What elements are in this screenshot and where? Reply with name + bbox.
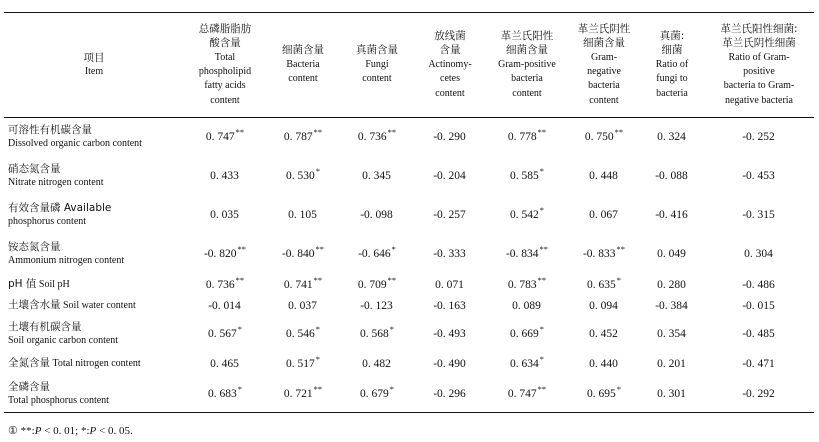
value-cell	[184, 274, 266, 296]
cell-value: 0. 037	[288, 299, 317, 312]
header-col-en-line: content	[210, 94, 240, 106]
header-col-8	[704, 13, 814, 118]
value-cell	[266, 352, 340, 376]
value-cell	[640, 296, 704, 316]
cell-value: 0. 354	[657, 327, 686, 340]
cell-value: 0. 585	[510, 169, 539, 182]
value-cell	[486, 352, 568, 376]
significance-mark: **	[235, 126, 245, 137]
header-col-en-line: Gram-	[590, 51, 618, 63]
header-col-en-line: Ratio of Gram-	[728, 51, 790, 63]
header-col-7	[640, 13, 704, 118]
header-col-en-line: content	[435, 87, 465, 99]
row-label	[4, 316, 184, 352]
value-cell	[340, 376, 414, 413]
header-col-en-line: content	[512, 87, 542, 99]
value-cell	[266, 234, 340, 274]
value-cell	[568, 296, 640, 316]
cell-value: 0. 736	[357, 130, 387, 143]
header-col-en-line: content	[288, 73, 318, 85]
row-label-zh: 全氮含量	[8, 357, 50, 369]
cell-value: 0. 679	[360, 387, 389, 400]
value-cell	[640, 234, 704, 274]
value-cell	[340, 316, 414, 352]
significance-mark: *	[389, 323, 394, 334]
header-col-zh-line: 细菌含量	[282, 44, 324, 57]
cell-value: -0. 820	[203, 247, 237, 260]
value-cell	[640, 316, 704, 352]
value-cell	[414, 274, 486, 296]
value-cell	[568, 376, 640, 413]
cell-value: 0. 105	[288, 208, 317, 221]
cell-value: 0. 433	[210, 169, 239, 182]
value-cell	[704, 352, 814, 376]
cell-value: 0. 201	[657, 357, 686, 370]
cell-value: 0. 787	[283, 130, 313, 143]
value-cell	[704, 274, 814, 296]
value-cell	[266, 274, 340, 296]
significance-mark: *	[539, 353, 544, 364]
cell-value: -0. 252	[742, 130, 775, 143]
value-cell	[640, 196, 704, 234]
cell-value: 0. 465	[210, 357, 239, 370]
cell-value: -0. 290	[433, 130, 466, 143]
value-cell	[340, 352, 414, 376]
cell-value: 0. 783	[507, 278, 537, 291]
row-label	[4, 156, 184, 196]
significance-mark: **	[237, 243, 247, 254]
cell-value: 0. 089	[512, 299, 541, 312]
footnote-p-symbol: P	[89, 425, 97, 437]
cell-value: -0. 384	[655, 299, 688, 312]
value-cell	[340, 296, 414, 316]
value-cell	[568, 156, 640, 196]
value-cell	[184, 296, 266, 316]
cell-value: -0. 333	[433, 247, 466, 260]
cell-value: 0. 634	[510, 357, 539, 370]
header-col-6	[568, 13, 640, 118]
cell-value: -0. 257	[433, 208, 466, 221]
value-cell	[340, 196, 414, 234]
cell-value: -0. 015	[742, 299, 775, 312]
cell-value: -0. 296	[433, 387, 466, 400]
header-row	[4, 13, 814, 118]
value-cell	[414, 352, 486, 376]
cell-value: 0. 709	[357, 278, 387, 291]
table-row	[4, 352, 814, 376]
row-label-zh: 有效含量磷 Available	[8, 201, 112, 214]
cell-value: -0. 471	[742, 357, 775, 370]
footnote-sig-double: **	[20, 425, 32, 437]
significance-mark: **	[313, 126, 323, 137]
significance-mark: **	[313, 274, 323, 285]
value-cell	[266, 376, 340, 413]
significance-mark: **	[387, 126, 397, 137]
header-col-zh-line: 真菌:	[659, 29, 685, 42]
table-row	[4, 376, 814, 413]
cell-value: 0. 530	[286, 169, 315, 182]
value-cell	[266, 118, 340, 156]
row-label-en: phosphorus content	[8, 215, 87, 227]
value-cell	[340, 118, 414, 156]
footnote-p-symbol: P	[34, 425, 42, 437]
value-cell	[486, 296, 568, 316]
value-cell	[568, 352, 640, 376]
cell-value: 0. 721	[283, 387, 313, 400]
cell-value: 0. 635	[587, 278, 616, 291]
value-cell	[704, 156, 814, 196]
significance-mark: **	[235, 274, 245, 285]
header-col-en-line: bacteria	[588, 80, 620, 92]
significance-mark: *	[389, 383, 394, 394]
header-col-zh-line: 革兰氏阳性细菌:	[720, 22, 798, 35]
value-cell	[486, 234, 568, 274]
footnote-sig-single: *	[80, 425, 87, 437]
header-col-zh-line: 革兰氏阴性细菌	[722, 37, 796, 50]
value-cell	[568, 316, 640, 352]
cell-value: 0. 741	[283, 278, 313, 291]
cell-value: -0. 493	[433, 327, 466, 340]
value-cell	[340, 156, 414, 196]
value-cell	[184, 376, 266, 413]
value-cell	[704, 296, 814, 316]
value-cell	[184, 156, 266, 196]
value-cell	[184, 316, 266, 352]
value-cell	[414, 156, 486, 196]
row-label	[4, 234, 184, 274]
value-cell	[340, 274, 414, 296]
header-col-zh-line: 酸含量	[209, 37, 241, 50]
value-cell	[486, 376, 568, 413]
value-cell	[486, 196, 568, 234]
significance-mark: **	[539, 243, 549, 254]
value-cell	[568, 234, 640, 274]
significance-mark: *	[315, 165, 320, 176]
cell-value: -0. 163	[433, 299, 466, 312]
value-cell	[266, 196, 340, 234]
table-row	[4, 118, 814, 156]
cell-value: 0. 452	[589, 327, 618, 340]
row-label-zh: 土壤有机碳含量	[8, 320, 82, 333]
cell-value: -0. 833	[582, 247, 616, 260]
header-col-zh-line: 革兰氏阴性	[577, 22, 631, 35]
header-col-en-line: positive	[743, 66, 775, 77]
cell-value: -0. 292	[742, 387, 775, 400]
cell-value: 0. 695	[587, 387, 616, 400]
row-label-zh: pH 值	[8, 278, 37, 290]
value-cell	[266, 296, 340, 316]
value-cell	[704, 234, 814, 274]
cell-value: 0. 747	[507, 387, 537, 400]
header-item	[4, 13, 184, 118]
row-label	[4, 376, 184, 413]
header-col-zh-line: 放线菌	[434, 29, 466, 42]
significance-mark: *	[539, 323, 544, 334]
header-col-zh-line: 总磷脂脂肪	[198, 22, 252, 35]
significance-mark: **	[616, 243, 626, 254]
value-cell	[486, 274, 568, 296]
value-cell	[414, 234, 486, 274]
cell-value: 0. 736	[205, 278, 235, 291]
cell-value: 0. 301	[657, 387, 686, 400]
cell-value: 0. 747	[205, 130, 235, 143]
cell-value: 0. 049	[657, 247, 686, 260]
value-cell	[414, 118, 486, 156]
cell-value: 0. 568	[360, 327, 389, 340]
value-cell	[414, 196, 486, 234]
cell-value: 0. 440	[589, 357, 618, 370]
cell-value: 0. 750	[584, 130, 614, 143]
row-label	[4, 196, 184, 234]
cell-value: 0. 071	[435, 278, 464, 291]
cell-value: -0. 486	[742, 278, 775, 291]
cell-value: 0. 517	[286, 357, 315, 370]
row-label	[4, 352, 184, 376]
header-col-zh-line: 细菌含量	[506, 44, 548, 57]
header-col-zh-line: 革兰氏阳性	[500, 29, 554, 42]
footnote-threshold-1: < 0. 01;	[41, 425, 79, 437]
cell-value: 0. 094	[589, 299, 618, 312]
cell-value: -0. 014	[208, 299, 241, 312]
footnote-threshold-2: < 0. 05.	[96, 425, 133, 437]
cell-value: 0. 482	[362, 357, 391, 370]
footnote-marker: ①	[8, 425, 18, 437]
value-cell	[568, 274, 640, 296]
row-label-en: Total phosphorus content	[8, 394, 109, 406]
cell-value: 0. 683	[208, 387, 237, 400]
header-col-en-line: negative	[587, 66, 621, 77]
footnote: ① **:P < 0. 01; *:P < 0. 05.	[8, 425, 133, 437]
row-label-en: Total nitrogen content	[52, 358, 141, 369]
cell-value: 0. 324	[657, 130, 686, 143]
header-col-1	[184, 13, 266, 118]
table-row	[4, 234, 814, 274]
cell-value: 0. 304	[744, 247, 773, 260]
row-label	[4, 118, 184, 156]
cell-value: 0. 669	[510, 327, 539, 340]
header-col-zh-line: 细菌	[661, 44, 683, 57]
correlation-table	[4, 12, 814, 413]
header-col-en-line: bacteria	[656, 87, 688, 99]
header-col-en-line: bacteria	[511, 73, 543, 85]
row-label-en: Soil pH	[38, 279, 70, 290]
cell-value: -0. 646	[358, 247, 391, 260]
significance-mark: *	[616, 383, 621, 394]
header-col-en-line: Total	[214, 51, 236, 63]
value-cell	[266, 316, 340, 352]
significance-mark: *	[237, 383, 242, 394]
cell-value: -0. 204	[433, 169, 466, 182]
header-col-zh-line: 含量	[439, 44, 461, 57]
value-cell	[414, 296, 486, 316]
value-cell	[486, 156, 568, 196]
row-label-en: Soil organic carbon content	[8, 334, 119, 346]
value-cell	[568, 118, 640, 156]
header-col-en-line: Actinomy-	[428, 58, 472, 70]
row-label-en: Soil water content	[63, 300, 136, 311]
header-col-en-line: negative bacteria	[724, 94, 793, 106]
significance-mark: *	[616, 274, 621, 285]
cell-value: 0. 546	[286, 327, 315, 340]
value-cell	[704, 118, 814, 156]
cell-value: 0. 448	[589, 169, 618, 182]
header-col-en-line: Bacteria	[286, 58, 320, 70]
value-cell	[640, 274, 704, 296]
header-col-3	[340, 13, 414, 118]
cell-value: 0. 067	[589, 208, 618, 221]
row-label	[4, 296, 184, 316]
significance-mark: **	[537, 383, 547, 394]
significance-mark: *	[237, 323, 242, 334]
header-col-en-line: Gram-positive	[498, 58, 556, 70]
significance-mark: *	[539, 165, 544, 176]
cell-value: 0. 035	[210, 208, 239, 221]
value-cell	[486, 118, 568, 156]
row-label-zh: 全磷含量	[8, 380, 50, 393]
cell-value: -0. 416	[655, 208, 688, 221]
cell-value: -0. 834	[505, 247, 539, 260]
value-cell	[184, 352, 266, 376]
header-col-zh-line: 真菌含量	[356, 44, 398, 57]
header-col-5	[486, 13, 568, 118]
value-cell	[486, 316, 568, 352]
value-cell	[640, 156, 704, 196]
header-col-en-line: Fungi	[365, 58, 389, 70]
cell-value: -0. 453	[742, 169, 775, 182]
header-col-en-line: content	[362, 73, 392, 85]
value-cell	[266, 156, 340, 196]
value-cell	[184, 118, 266, 156]
value-cell	[704, 316, 814, 352]
header-item-en: Item	[84, 66, 104, 77]
table-row	[4, 156, 814, 196]
table-row	[4, 296, 814, 316]
row-label-en: Nitrate nitrogen content	[8, 176, 104, 188]
header-col-en-line: fungi to	[656, 73, 688, 85]
header-col-4	[414, 13, 486, 118]
value-cell	[340, 234, 414, 274]
value-cell	[414, 316, 486, 352]
header-col-zh-line: 细菌含量	[583, 37, 625, 50]
value-cell	[414, 376, 486, 413]
row-label-zh: 铵态氮含量	[8, 240, 61, 253]
value-cell	[184, 196, 266, 234]
cell-value: 0. 345	[362, 169, 391, 182]
row-label-en: Dissolved organic carbon content	[8, 137, 142, 149]
header-col-2	[266, 13, 340, 118]
row-label-zh: 可溶性有机碳含量	[8, 123, 92, 136]
value-cell	[704, 196, 814, 234]
cell-value: -0. 088	[655, 169, 688, 182]
row-label	[4, 274, 184, 296]
significance-mark: *	[315, 323, 320, 334]
row-label-en: Ammonium nitrogen content	[8, 254, 125, 266]
value-cell	[640, 352, 704, 376]
significance-mark: **	[537, 126, 547, 137]
significance-mark: **	[537, 274, 547, 285]
cell-value: 0. 280	[657, 278, 686, 291]
cell-value: -0. 485	[742, 327, 775, 340]
significance-mark: **	[315, 243, 325, 254]
significance-mark: **	[387, 274, 397, 285]
header-col-en-line: fatty acids	[204, 80, 246, 92]
significance-mark: **	[614, 126, 624, 137]
value-cell	[568, 196, 640, 234]
header-item-zh: 项目	[83, 51, 105, 64]
cell-value: 0. 567	[208, 327, 237, 340]
header-col-en-line: bacteria to Gram-	[723, 80, 795, 92]
cell-value: -0. 315	[742, 208, 775, 221]
significance-mark: *	[391, 243, 396, 254]
table-row	[4, 196, 814, 234]
table-row	[4, 274, 814, 296]
cell-value: -0. 840	[281, 247, 315, 260]
header-col-en-line: phospholipid	[198, 66, 252, 77]
cell-value: 0. 542	[510, 208, 539, 221]
header-col-en-line: cetes	[440, 73, 460, 85]
cell-value: -0. 098	[360, 208, 393, 221]
significance-mark: **	[313, 383, 323, 394]
significance-mark: *	[315, 353, 320, 364]
table-row	[4, 316, 814, 352]
value-cell	[640, 376, 704, 413]
row-label-zh: 硝态氮含量	[8, 162, 61, 175]
value-cell	[640, 118, 704, 156]
cell-value: 0. 778	[507, 130, 537, 143]
value-cell	[184, 234, 266, 274]
cell-value: -0. 123	[360, 299, 393, 312]
cell-value: -0. 490	[433, 357, 466, 370]
row-label-zh: 土壤含水量	[8, 299, 61, 311]
header-col-en-line: content	[589, 94, 619, 106]
significance-mark: *	[539, 204, 544, 215]
value-cell	[704, 376, 814, 413]
header-col-en-line: Ratio of	[655, 58, 689, 70]
